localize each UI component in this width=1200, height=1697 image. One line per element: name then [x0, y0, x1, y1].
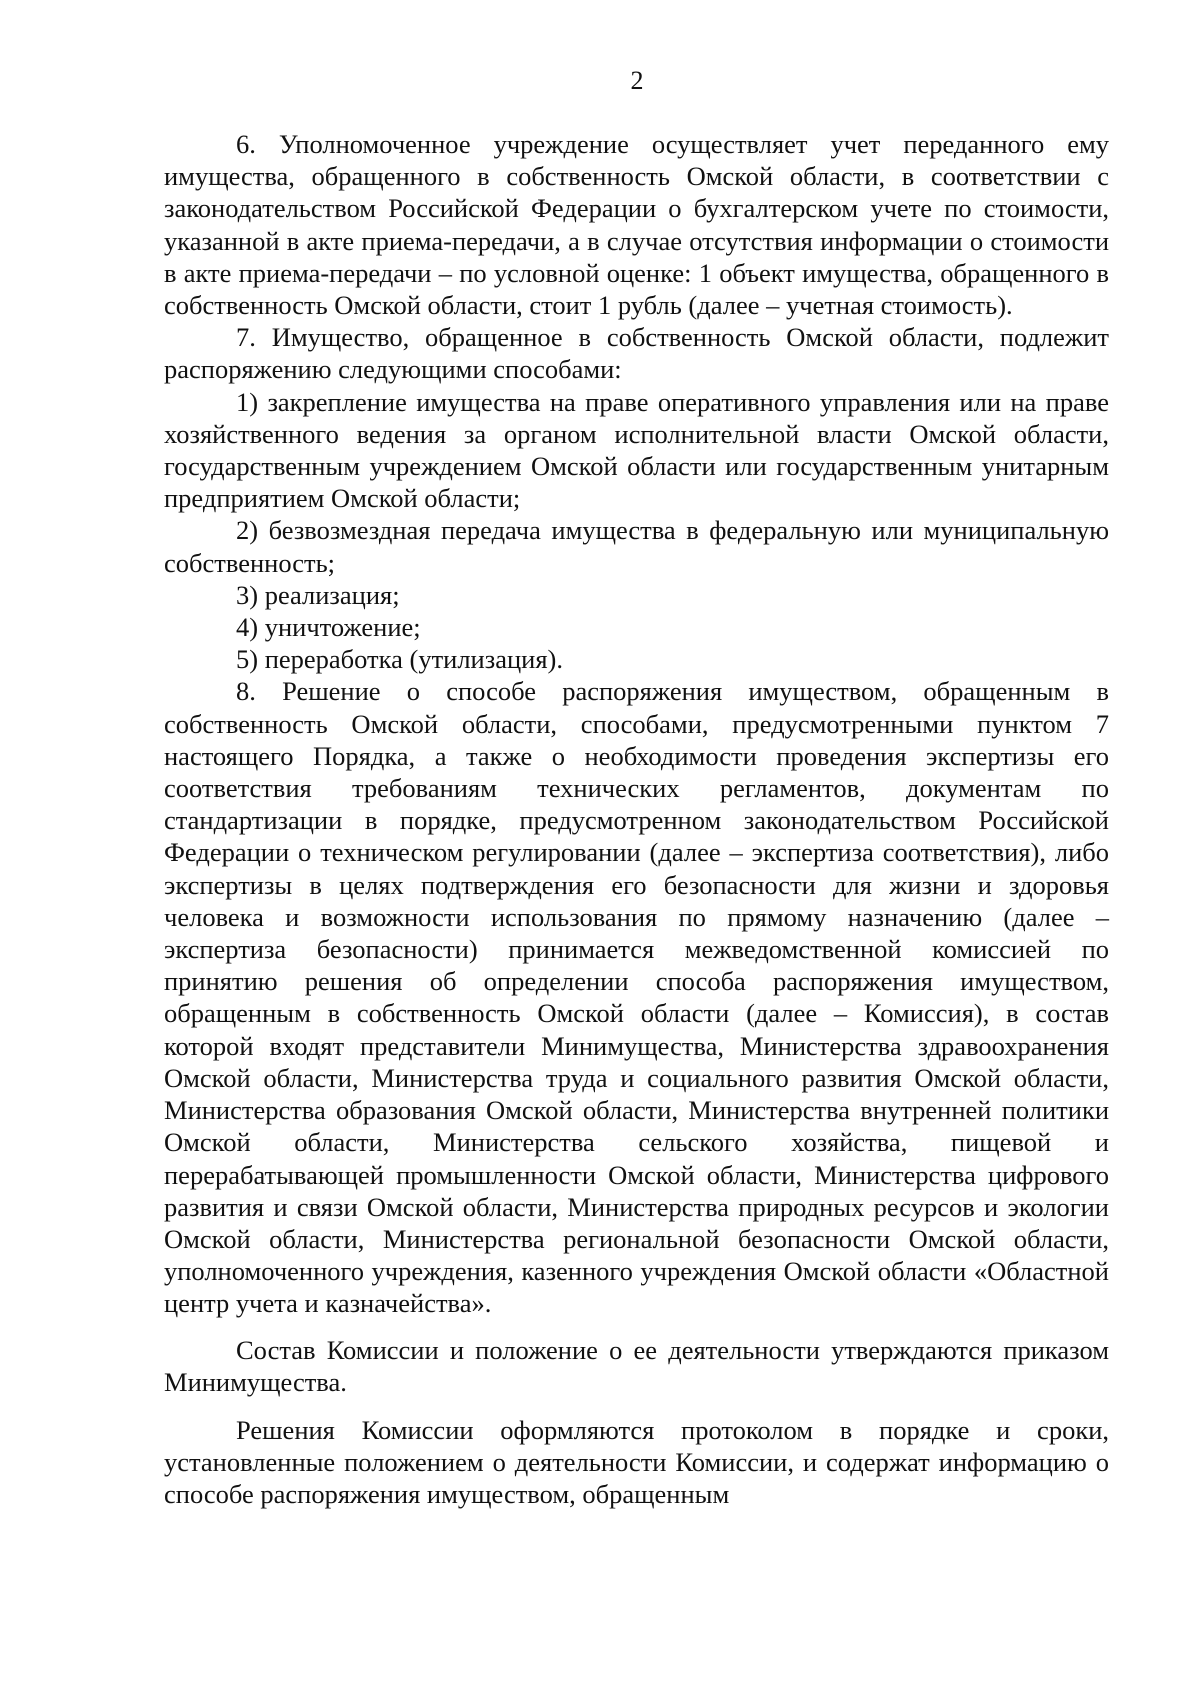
list-item-7-5: 5) переработка (утилизация). [236, 644, 563, 675]
document-body [164, 128, 1109, 1511]
list-item-7-4: 4) уничтожение; [236, 612, 421, 643]
list-item-7-2: 2) безвозмездная передача имущества в федеральную или муниципальную собственность; [164, 515, 1109, 578]
paragraph-8: 8. Решение о способе распоряжения имуществом, обращенным в собственность Омской области, способами, предусмотренными пунктом 7 настоящего Порядка, а также о необходимости проведения экспертизы его соответствия требованиям технических регламентов, документам по стандартизации в порядке, предусмотренном законодательством Российской Федерации о техническом регулировании (далее – экспертиза соответствия), либо экспертизы в целях подтверждения его безопасности для жизни и здоровья человека и возможности использования по прямому назначению (далее – экспертиза безопасности) принимается межведомственной комиссией по принятию решения об определении способа распоряжения имуществом, обращенным в собственность Омской области (далее – Комиссия), в состав которой входят представители Минимущества, Министерства здравоохранения Омской области, Министерства труда и социального развития Омской области, Министерства образования Омской области, Министерства внутренней политики Омской области, Министерства сельского хозяйства, пищевой и перерабатывающей промышленности Омской области, Министерства цифрового развития и связи Омской области, Министерства природных ресурсов и экологии Омской области, Министерства региональной безопасности Омской области, уполномоченного учреждения, казенного учреждения Омской области «Областной центр учета и казначейства». [164, 676, 1109, 1319]
list-item-7-1: 1) закрепление имущества на праве оперативного управления или на праве хозяйственного ведения за органом исполнительной власти Омской области, государственным учреждением Омской области или государственным унитарным предприятием Омской области; [164, 386, 1109, 514]
paragraph-6: 6. Уполномоченное учреждение осуществляет учет переданного ему имущества, обращенного в собственность Омской области, в соответствии с законодательством Российской Федерации о бухгалтерском учете по стоимости, указанной в акте приема-передачи, а в случае отсутствия информации о стоимости в акте приема-передачи – по условной оценке: 1 объект имущества, обращенного в собственность Омской области, стоит 1 рубль (далее – учетная стоимость). [164, 129, 1109, 321]
page-number: 2 [630, 66, 644, 95]
paragraph-commission-composition: Состав Комиссии и положение о ее деятельности утверждаются приказом Минимущества. [164, 1334, 1109, 1397]
list-item-7-3: 3) реализация; [236, 579, 400, 610]
paragraph-commission-decisions: Решения Комиссии оформляются протоколом в порядке и сроки, установленные положением о деятельности Комиссии, и содержат информацию о способе распоряжения имуществом, обращенным [164, 1414, 1109, 1510]
paragraph-7: 7. Имущество, обращенное в собственность Омской области, подлежит распоряжению следующими способами: [164, 322, 1109, 385]
